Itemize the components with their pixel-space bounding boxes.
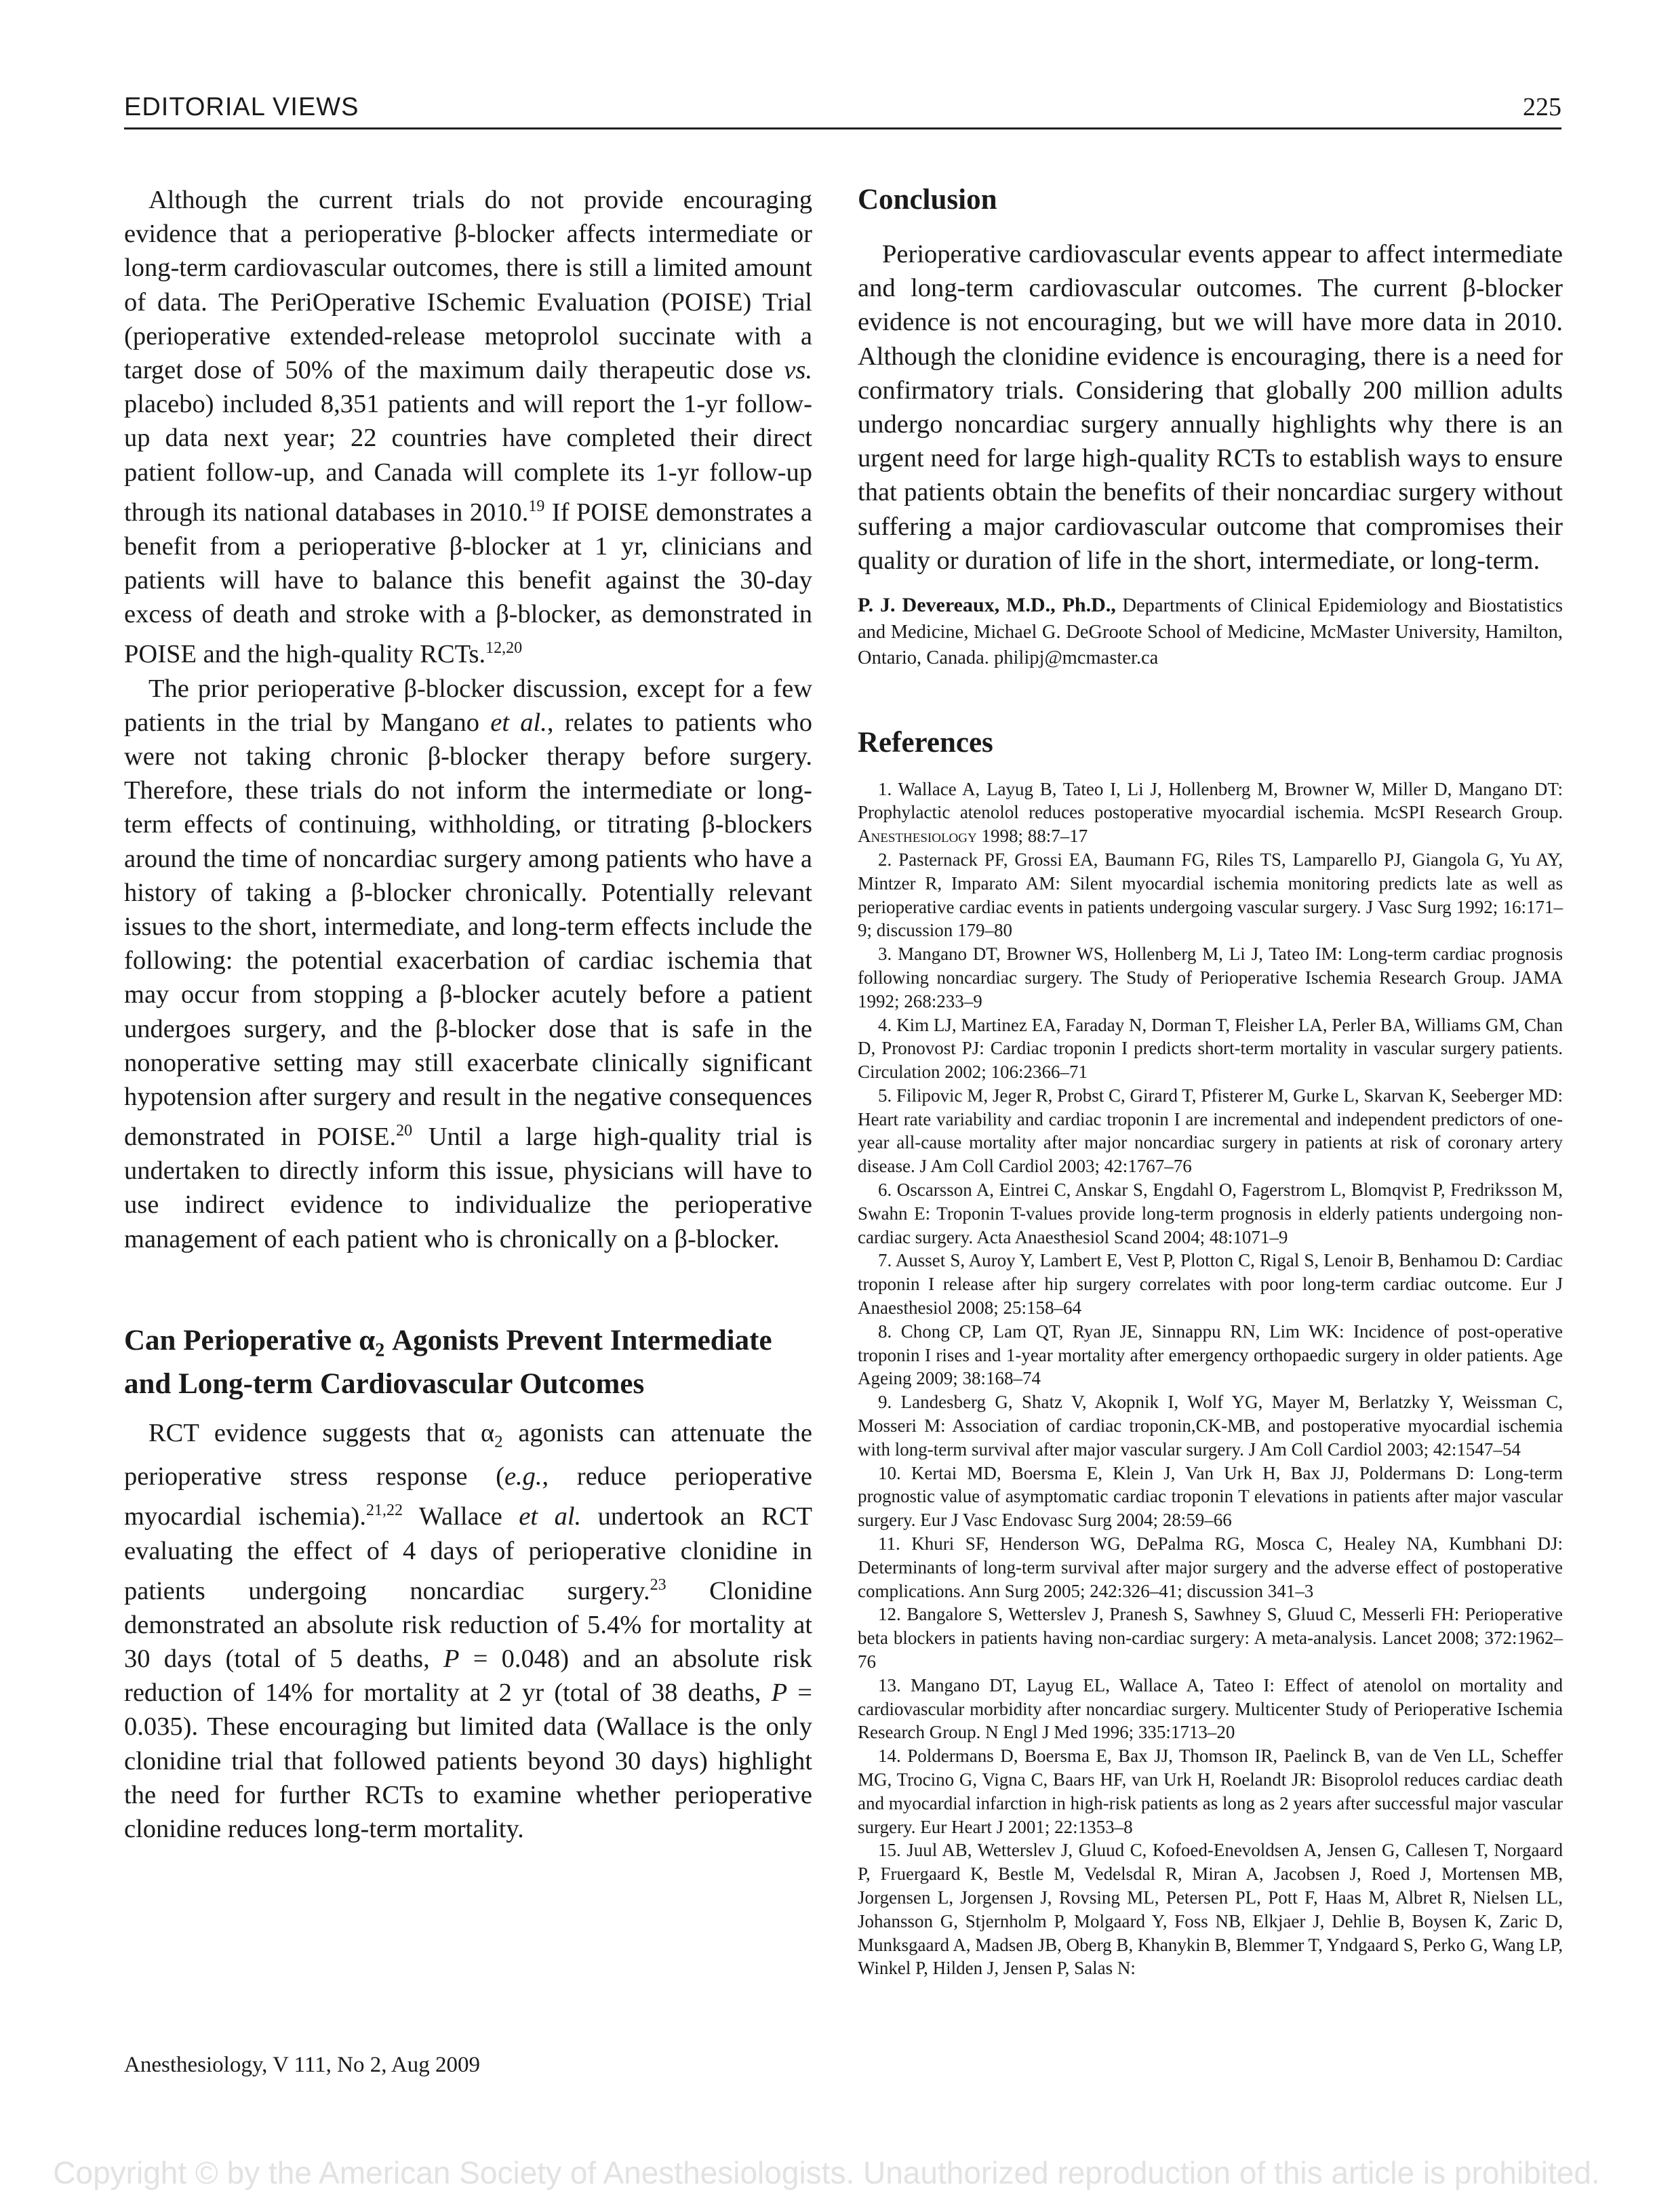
reference-list (858, 778, 1563, 1981)
author-block (858, 592, 1563, 672)
reference-item: 9. Landesberg G, Shatz V, Akopnik I, Wolf YG, Mayer M, Berlatzky Y, Weissman C, Mosseri M: Association of cardiac troponin,CK-MB, and postoperative myocardial ischemia with long-term survival after major vascular surgery. J Am Coll Cardiol 2003; 42:1547–54 (858, 1392, 1563, 1460)
left-column (124, 183, 812, 1846)
citation: 19 (528, 497, 545, 515)
conclusion-heading: Conclusion (858, 184, 997, 216)
reference-item: 13. Mangano DT, Layug EL, Wallace A, Tateo I: Effect of atenolol on mortality and cardiovascular morbidity after noncardiac surgery. Multicenter Study of Perioperative Ischemia Research Group. N Engl J Med 1996; 335:1713–20 (858, 1674, 1563, 1743)
page-number: 225 (1523, 93, 1561, 121)
reference-item: 3. Mangano DT, Browner WS, Hollenberg M, Li J, Tateo IM: Long-term cardiac prognosis following noncardiac surgery. The Study of Perioperative Ischemia Research Group. JAMA 1992; 268:233–9 (858, 944, 1563, 1011)
reference-item: 12. Bangalore S, Wetterslev J, Pranesh S, Sawhney S, Gluud C, Messerli FH: Perioperative beta blockers in patients having non-cardiac surgery: A meta-analysis. Lancet 2008; 372:1962–76 (858, 1604, 1563, 1672)
reference-item: 10. Kertai MD, Boersma E, Klein J, Van Urk H, Bax JJ, Poldermans D: Long-term prognostic value of asymptomatic cardiac troponin T elevations in patients after major vascular surgery. Eur J Vasc Endovasc Surg 2004; 28:59–66 (858, 1462, 1563, 1531)
paragraph-chronic-beta-blocker: The prior perioperative β-blocker discussion, except for a few patients in the trial by Mangano et al., relates to patients who were not taking chronic β-blocker therapy before surgery. Therefore, these trials do not inform the intermediate or long-term effects of continuing, withholding, or titrating β-blockers around the time of noncardiac surgery among patients who have a history of taking a β-blocker chronically. Potentially relevant issues to the short, intermediate, and long-term effects include the following: the potential exacerbation of cardiac ischemia that may occur from stopping a β-blocker acutely before a patient undergoes surgery, and the β-blocker dose that is safe in the nonoperative setting may still exacerbate clinically significant hypotension after surgery and result in the negative consequences demonstrated in POISE.$^{20}$ Until a large high-quality trial is undertaken to directly inform this issue, physicians will have to use indirect evidence to individualize the perioperative management of each patient who is chronically on a β-blocker. (124, 674, 813, 1253)
citation: 21,22 (365, 1502, 403, 1520)
running-header (124, 87, 1561, 129)
reference-item: 4. Kim LJ, Martinez EA, Faraday N, Dorman T, Fleisher LA, Perler BA, Williams GM, Chan D, Pronovost PJ: Cardiac troponin I predicts short-term mortality in vascular surgery patients. Circulation 2002; 106:2366–71 (858, 1014, 1563, 1083)
citation: 12,20 (485, 639, 523, 658)
reference-item: 2. Pasternack PF, Grossi EA, Baumann FG, Riles TS, Lamparello PJ, Giangola G, Yu AY, Mintzer R, Imparato AM: Silent myocardial ischemia monitoring predicts late as well as perioperative cardiac events in patients undergoing vascular surgery. J Vasc Surg 1992; 16:171–9; discussion 179–80 (858, 849, 1563, 941)
reference-item: 5. Filipovic M, Jeger R, Probst C, Girard T, Pfisterer M, Gurke L, Skarvan K, Seeberger MD: Heart rate variability and cardiac troponin I are incremental and independent predictors of one-year all-cause mortality after major noncardiac surgery in patients at risk of coronary artery disease. J Am Coll Cardiol 2003; 42:1767–76 (858, 1085, 1563, 1177)
citation: 23 (650, 1575, 666, 1594)
right-column (858, 183, 1563, 1980)
reference-item: 14. Poldermans D, Boersma E, Bax JJ, Thomson IR, Paelinck B, van de Ven LL, Scheffer MG, Trocino G, Vigna C, Baars HF, van Urk H, Roelandt JR: Bisoprolol reduces cardiac death and myocardial infarction in high-risk patients as long as 2 years after successful major vascular surgery. Eur Heart J 2001; 22:1353–8 (858, 1746, 1563, 1837)
reference-item: 8. Chong CP, Lam QT, Ryan JE, Sinnappu RN, Lim WK: Incidence of post-operative troponin I rises and 1-year mortality after emergency orthopaedic surgery in older patients. Age Ageing 2009; 38:168–74 (858, 1321, 1563, 1389)
paragraph-poise: Although the current trials do not provide encouraging evidence that a perioperative β-blocker affects intermediate or long-term cardiovascular outcomes, there is still a limited amount of data. The PeriOperative ISchemic Evaluation (POISE) Trial (perioperative extended-release metoprolol succinate with a target dose of 50% of the maximum daily therapeutic dose vs. placebo) included 8,351 patients and will report the 1-yr follow-up data next year; 22 countries have completed their direct patient follow-up, and Canada will complete its 1-yr follow-up through its national databases in 2010.19 If POISE demonstrates a benefit from a perioperative β-blocker at 1 yr, clinicians and patients will have to balance this benefit against the 30-day excess of death and stroke with a β-blocker, as demonstrated in POISE and the high-quality RCTs.$^{12,20}$ (124, 186, 812, 669)
references-heading: References (858, 726, 993, 759)
reference-item: 11. Khuri SF, Henderson WG, DePalma RG, Mosca C, Healey NA, Kumbhani DJ: Determinants of long-term survival after major surgery and the adverse effect of postoperative complications. Ann Surg 2005; 242:326–41; discussion 341–3 (858, 1533, 1563, 1601)
journal-footer: Anesthesiology, V 111, No 2, Aug 2009 (124, 2053, 480, 2077)
conclusion-paragraph: Perioperative cardiovascular events appear to affect intermediate and long-term cardiovascular outcomes. The current β-blocker evidence is not encouraging, but we will have more data in 2010. Although the clonidine evidence is encouraging, there is a need for confirmatory trials. Considering that globally 200 million adults undergo noncardiac surgery annually highlights why there is an urgent need for large high-quality RCTs to establish ways to ensure that patients obtain the benefits of their noncardiac surgery without suffering a major cardiovascular outcome that compromises their quality or duration of life in the short, intermediate, or long-term. (858, 240, 1563, 575)
section-title: EDITORIAL VIEWS (124, 93, 359, 121)
copyright-watermark: Copyright © by the American Society of Anesthesiologists. Unauthorized reproduction of this article is prohibited. (53, 2155, 1600, 2190)
reference-item: 15. Juul AB, Wetterslev J, Gluud C, Kofoed-Enevoldsen A, Jensen G, Callesen T, Norgaard P, Fruergaard K, Bestle M, Vedelsdal R, Miran A, Jacobsen J, Roed J, Mortensen MB, Jorgensen L, Jorgensen J, Rovsing ML, Petersen PL, Pott F, Haas M, Albret R, Nielsen LL, Johansson G, Stjernholm P, Molgaard Y, Foss NB, Elkjaer J, Dehlie B, Boysen K, Zaric D, Munksgaard A, Madsen JB, Oberg B, Khanykin B, Blemmer T, Yndgaard S, Perko G, Wang LP, Winkel P, Hilden J, Jensen P, Salas N: (858, 1840, 1563, 1979)
author-name: P. J. Devereaux, M.D., Ph.D., (858, 594, 1116, 617)
reference-item: 6. Oscarsson A, Eintrei C, Anskar S, Engdahl O, Fagerstrom L, Blomqvist P, Fredriksson M, Swahn E: Troponin T-values provide long-term prognosis in elderly patients undergoing non-cardiac surgery. Acta Anaesthesiol Scand 2004; 48:1071–9 (858, 1180, 1563, 1247)
paragraph-alpha2-evidence: RCT evidence suggests that $\alpha_2$ agonists can attenuate the perioperative stress response (e.g., reduce perioperative myocardial ischemia).$^{21,22}$ Wallace et al. undertook an RCT evaluating the effect of 4 days of perioperative clonidine in patients undergoing noncardiac surgery.$^{23}$ Clonidine demonstrated an absolute risk reduction of 5.4% for mortality at 30 days (total of 5 deaths, P = 0.048) and an absolute risk reduction of 14% for mortality at 2 yr (total of 38 deaths, P = 0.035). These encouraging but limited data (Wallace is the only clonidine trial that followed patients beyond 30 days) highlight the need for further RCTs to examine whether perioperative clonidine reduces long-term mortality. (124, 1419, 813, 1843)
citation: 20 (396, 1122, 413, 1140)
author-affiliation: Departments of Clinical Epidemiology and Biostatistics and Medicine, Michael G. DeGroote School of Medicine, McMaster University, Hamilton, Ontario, Canada. philipj@mcmaster.ca (858, 595, 1564, 669)
reference-item: 1. Wallace A, Layug B, Tateo I, Li J, Hollenberg M, Browner W, Miller D, Mangano DT: Prophylactic atenolol reduces postoperative myocardial ischemia. McSPI Research Group. Anesthesiology 1998; 88:7–17 (858, 778, 1563, 847)
section-heading-alpha2: Can Perioperative $\alpha_2$ Agonists Prevent Intermediate and Long-term Cardiovascular Outcomes (124, 1324, 772, 1401)
reference-item: 7. Ausset S, Auroy Y, Lambert E, Vest P, Plotton C, Rigal S, Lenoir B, Benhamou D: Cardiac troponin I release after hip surgery correlates with poor long-term cardiac outcome. Eur J Anaesthesiol 2008; 25:158–64 (858, 1250, 1563, 1319)
